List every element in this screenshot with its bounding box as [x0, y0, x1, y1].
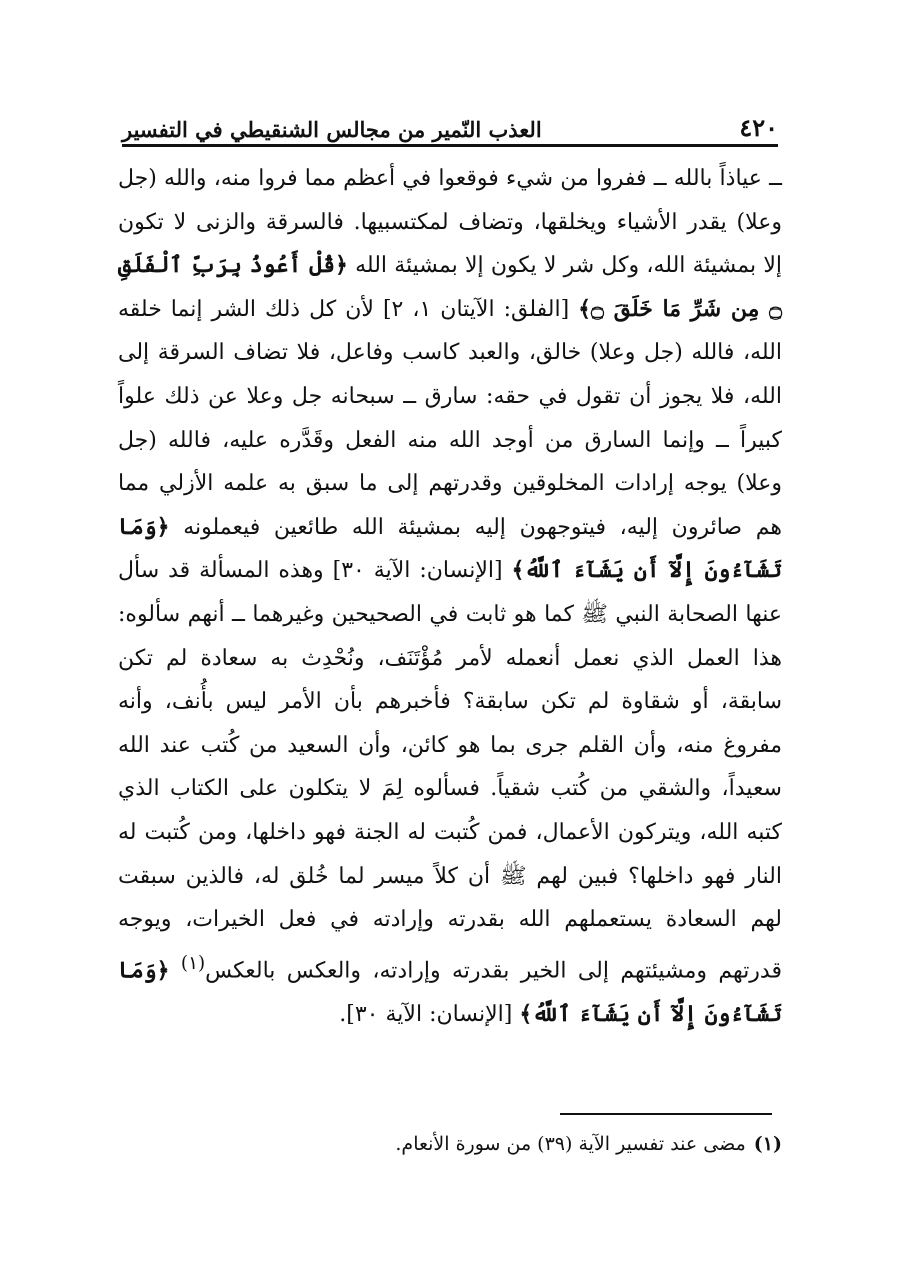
main-text — [118, 157, 782, 1036]
quran-verse: ﴿وَمَا تَشَآءُونَ إِلَّآ أَن يَشَآءَ ٱللَّهُ﴾ — [118, 957, 782, 1027]
paragraph — [118, 157, 782, 1036]
header-rule — [122, 144, 778, 147]
footnote-separator — [560, 1113, 772, 1115]
footnote-text: مضى عند تفسير الآية (٣٩) من سورة الأنعام. — [395, 1133, 746, 1155]
page-number: ٤٢٠ — [739, 113, 778, 142]
footnote — [118, 1128, 782, 1160]
text-segment: [الفلق: الآيتان ١، ٢] لأن كل ذلك الشر إنما خلقه الله، فالله (جل وعلا) خالق، والعبد كاسب وفاعل، فلا تضاف السرقة إلى الله، فلا يجوز أن تقول في حقه: سارق ــ سبحانه جل وعلا عن ذلك علواً كبيراً ــ وإنما السارق من أوجد الله منه الفعل وقَدَّره عليه، فالله (جل وعلا) يوجه إرادات المخلوقين وقدرتهم إلى ما سبق به علمه الأزلي مما هم صائرون إليه، فيتوجهون إليه بمشيئة الله طائعين فيعملونه — [118, 296, 783, 540]
text-segment: [الإنسان: الآية ٣٠]. — [339, 1001, 520, 1027]
footnote-reference[interactable]: (١) — [180, 952, 206, 974]
book-title: العذب النّمير من مجالس الشنقيطي في التفسير — [122, 117, 542, 142]
text-segment: [الإنسان: الآية ٣٠] وهذه المسألة قد سأل عنها الصحابة النبي ﷺ كما هو ثابت في الصحيحين وغيرهما ــ أنهم سألوه: هذا العمل الذي نعمل أنعمله لأمر مُؤْتَنَف، ونُحْدِث به سعادة لم تكن سابقة، أو شقاوة لم تكن سابقة؟ فأخبرهم بأن الأمر ليس بأُنف، وأنه مفروغ منه، وأن القلم جرى بما هو كائن، وأن السعيد من كُتب عند الله سعيداً، والشقي من كُتب شقياً. فسألوه لِمَ لا يتكلون على الكتاب الذي كتبه الله، ويتركون الأعمال، فمن كُتبت له الجنة فهو داخلها، ومن كُتبت له النار فهو داخلها؟ فبين لهم ﷺ أن كلاً ميسر لما خُلق له، فالذين سبقت لهم السعادة يستعملهم الله بقدرته وإرادته في فعل الخيرات، ويوجه قدرتهم ومشيئتهم إلى الخير بقدرته وإرادته، والعكس بالعكس — [118, 558, 782, 984]
quran-verse: ﴿وَمَا تَشَآءُونَ إِلَّآ أَن يَشَآءَ ٱللَّهُ﴾ — [118, 513, 783, 584]
footnote-number: (١) — [753, 1133, 782, 1155]
running-header — [122, 108, 778, 142]
text-segment: ــ عياذاً بالله ــ ففروا من شيء فوقعوا في أعظم مما فروا منه، والله (جل وعلا) يقدر الأشياء ويخلقها، وتضاف لمكتسبيها. فالسرقة والزنى لا تكون إلا بمشيئة الله، وكل شر لا يكون إلا بمشيئة الله — [118, 166, 783, 279]
quran-verse: ﴿قُلْ أَعُوذُ بِرَبِّ ٱلْفَلَقِ ۝ مِن شَرِّ مَا خَلَقَ ۝﴾ — [118, 252, 782, 322]
